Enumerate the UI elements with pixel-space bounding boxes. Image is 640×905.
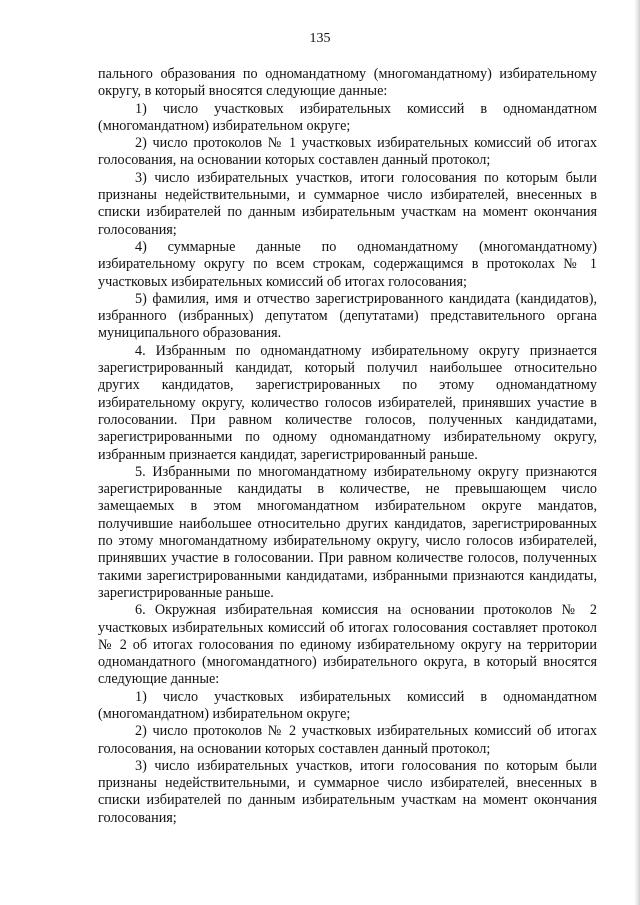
list-item-4: 4) суммарные данные по одномандатному (многомандатному) избирательному округу по всем строкам, содержащимся в протоколах № 1 участковых избирательных комиссий об итогах голосования; [98, 238, 597, 290]
list-item-5: 5) фамилия, имя и отчество зарегистрированного кандидата (кандидатов), избранного (избранных) депутатом (депутатами) представительного органа муниципального образования. [98, 290, 597, 342]
clause-6-item-1: 1) число участковых избирательных комиссий в одномандатном (многомандатном) избирательном округе; [98, 688, 597, 722]
scan-edge [634, 0, 640, 905]
list-item-3: 3) число избирательных участков, итоги голосования по которым были признаны недействительными, и суммарное число избирателей, внесенных в списки избирателей по данным избирательным участкам на момент окончания голосования; [98, 169, 597, 238]
list-item-2: 2) число протоколов № 1 участковых избирательных комиссий об итогах голосования, на основании которых составлен данный протокол; [98, 135, 597, 169]
clause-5: 5. Избранными по многомандатному избирательному округу признаются зарегистрированные кандидаты в количестве, не превышающем число замещаемых в этом многомандатном избирательном округе мандатов, получившие наибольшее относительно других кандидатов, зарегистрированных по этому многомандатному избирательному округу, число голосов избирателей, принявших участие в голосовании. При равном количестве голосов, полученных такими зарегистрированными кандидатами, избранными признаются кандидаты, зарегистрированные раньше. [98, 463, 597, 601]
clause-6-item-2: 2) число протоколов № 2 участковых избирательных комиссий об итогах голосования, на основании которых составлен данный протокол; [98, 723, 597, 757]
list-item-1: 1) число участковых избирательных комиссий в одномандатном (многомандатном) избирательном округе; [98, 100, 597, 134]
document-body [98, 66, 597, 827]
paragraph-continued: пального образования по одномандатному (многомандатному) избирательному округу, в который вносятся следующие данные: [98, 66, 597, 100]
clause-4: 4. Избранным по одномандатному избирательному округу признается зарегистрированный кандидат, который получил наибольшее относительно других кандидатов, зарегистрированных по этому одномандатному избирательному округу, количество голосов избирателей, принявших участие в голосовании. При равном количестве голосов, полученных кандидатами, зарегистрированными по одному одномандатному избирательному округу, избранным признается кандидат, зарегистрированный раньше. [98, 342, 597, 463]
clause-6-item-3: 3) число избирательных участков, итоги голосования по которым были признаны недействительными, и суммарное число избирателей, внесенных в списки избирателей по данным избирательным участкам на момент окончания голосования; [98, 757, 597, 826]
page-number: 135 [309, 31, 331, 46]
clause-6: 6. Окружная избирательная комиссия на основании протоколов № 2 участковых избирательных комиссий об итогах голосования составляет протокол № 2 об итогах голосования по единому избирательному округу на территории одномандатного (многомандатного) избирательного округа, в который вносятся следующие данные: [98, 602, 597, 688]
